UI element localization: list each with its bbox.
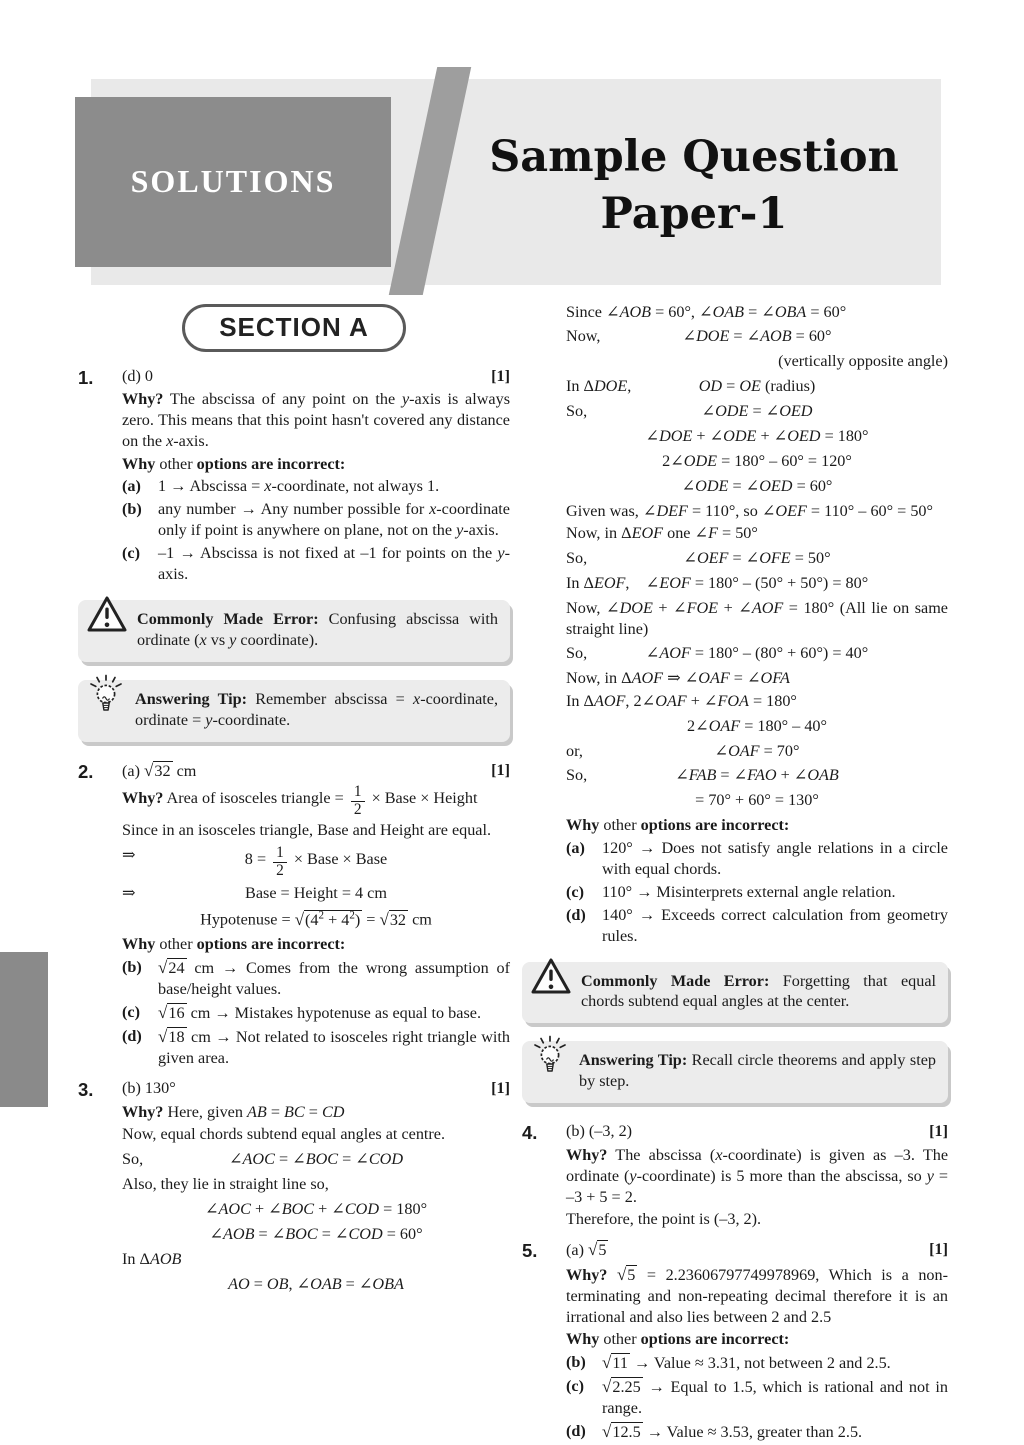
section-a-heading: SECTION A	[182, 304, 406, 352]
option-item	[522, 905, 948, 947]
option-text: –1 → Abscissa is not fixed at –1 for points on the y-axis.	[158, 544, 510, 584]
question-number: 3.	[78, 1078, 94, 1100]
equation-line: ∠ODE = ∠OED = 60°	[681, 476, 833, 495]
equation-label: So,	[566, 402, 588, 421]
solution-text: Now, in ΔAOF ⇒ ∠OAF = ∠OFA	[566, 669, 790, 688]
solution-text: Since ∠AOB = 60°, ∠OAB = ∠OBA = 60°	[566, 302, 847, 321]
question-heading	[522, 1239, 948, 1261]
solution-text: (vertically opposite angle)	[778, 352, 948, 371]
solution-text: Why? Area of isosceles triangle = $\frac{1}{2}$ × Base × Height	[122, 783, 478, 819]
solution-text: In ΔAOB	[122, 1249, 182, 1268]
option-label: (b)	[122, 500, 142, 519]
marks-label: [1]	[491, 760, 510, 779]
option-text: 110° → Misinterprets external angle relation.	[602, 882, 896, 901]
equation-label: In ΔDOE,	[566, 377, 632, 396]
equation-label: Now,	[566, 327, 601, 346]
option-item	[78, 1002, 510, 1024]
paper-title-line1: Sample Question	[489, 132, 899, 183]
equation-line: In ΔEOF, ∠EOF = 180° – (50° + 50°) = 80°	[566, 573, 869, 592]
equation-line: = 70° + 60° = 130°	[695, 791, 819, 810]
solution-text: Since in an isosceles triangle, Base and Height are equal.	[122, 821, 492, 840]
solution-text: Also, they lie in straight line so,	[122, 1175, 329, 1194]
option-label: (c)	[566, 882, 584, 901]
right-column	[522, 300, 948, 1445]
solutions-banner	[75, 97, 391, 267]
lightbulb-icon	[86, 673, 126, 721]
equation-line: ⇒ Base = Height = 4 cm	[122, 884, 387, 903]
equation-line: In ΔDOE, OD = OE (radius)	[566, 377, 816, 396]
option-text: 120° → Does not satisfy angle relations in a circle with equal chords.	[602, 839, 948, 878]
option-label: (a)	[566, 839, 585, 858]
solution-text: Why? The abscissa (x-coordinate) is given as –3. The ordinate (y-coordinate) is 5 more than the abscissa, so y = –3 + 5 = 2.	[566, 1146, 948, 1206]
answering-tip-box	[522, 1041, 948, 1103]
question-heading	[78, 1078, 510, 1099]
solution-text: Why? The abscissa of any point on the y-axis is always zero. This means that this point hasn't covered any distance on the x-axis.	[122, 390, 511, 451]
question-number: 1.	[78, 366, 94, 388]
equation-line: ∠AOB = ∠BOC = ∠COD = 60°	[209, 1224, 423, 1243]
option-label: (d)	[122, 1027, 142, 1046]
answer-text: (b) 130°	[122, 1078, 176, 1097]
question-number: 2.	[78, 760, 94, 782]
paper-title-line2: Paper-1	[600, 189, 788, 239]
paper-title	[447, 95, 941, 277]
question-heading	[78, 760, 510, 782]
option-label: (d)	[566, 905, 586, 924]
option-label: (a)	[122, 477, 141, 496]
solution-text: Why other options are incorrect:	[122, 454, 346, 473]
equation-line: Hypotenuse = $√(4^2 + 4^2) = √32$ cm	[200, 909, 432, 929]
solution-text: Given was, ∠DEF = 110°, so ∠OEF = 110° – 60° = 50°	[566, 501, 933, 520]
answer-text: (a) √32 cm	[122, 760, 197, 780]
equation-label: or,	[566, 741, 583, 760]
equation-line: ∠DOE + ∠ODE + ∠OED = 180°	[645, 426, 869, 445]
option-text: √16 cm → Mistakes hypotenuse as equal to base.	[158, 1003, 481, 1023]
option-text: √11 → Value ≈ 3.31, not between 2 and 2.5.	[602, 1353, 891, 1373]
solution-text: Why other options are incorrect:	[566, 816, 790, 835]
common-error-text: Commonly Made Error: Forgetting that equal chords subtend equal angles at the center.	[534, 971, 936, 1013]
left-column	[78, 300, 510, 1298]
solution-text: Now, in ΔEOF one ∠F = 50°	[566, 524, 758, 543]
marks-label: [1]	[929, 1240, 948, 1259]
option-item	[522, 838, 948, 880]
equation-line: 2∠ODE = 180° – 60° = 120°	[662, 451, 852, 470]
equation-line: So, ∠AOF = 180° – (80° + 60°) = 40°	[566, 644, 869, 663]
option-text: 1 → Abscissa = x-coordinate, not always 1.	[158, 477, 440, 496]
warning-triangle-icon	[86, 595, 128, 639]
equation-label: So,	[566, 644, 588, 663]
option-text: √24 cm → Comes from the wrong assumption of base/height values.	[158, 958, 510, 999]
option-item	[522, 1376, 948, 1419]
marks-label: [1]	[491, 366, 510, 385]
option-item	[78, 1026, 510, 1069]
answering-tip-text: Answering Tip: Recall circle theorems and apply step by step.	[534, 1050, 936, 1092]
common-error-text: Commonly Made Error: Confusing abscissa with ordinate (x vs y coordinate).	[90, 609, 498, 651]
equation-line: ∠AOC + ∠BOC + ∠COD = 180°	[204, 1199, 428, 1218]
option-label: (b)	[566, 1353, 586, 1372]
option-text: √2.25 → Equal to 1.5, which is rational and not in range.	[602, 1377, 948, 1417]
equation-label: So,	[566, 548, 588, 567]
solution-text: Now, equal chords subtend equal angles at centre.	[122, 1125, 446, 1144]
equation-line: So, ∠AOC = ∠BOC = ∠COD	[122, 1150, 404, 1169]
equation-line: So, ∠FAB = ∠FAO + ∠OAB	[566, 766, 839, 785]
option-item	[78, 476, 510, 497]
equation-label: ⇒	[122, 846, 136, 865]
solution-text: Why other options are incorrect:	[122, 935, 346, 954]
option-item	[78, 499, 510, 541]
equation-line: 2∠OAF = 180° – 40°	[687, 716, 827, 735]
common-error-box	[78, 600, 510, 662]
equation-label: So,	[566, 766, 588, 785]
solution-text: Why other options are incorrect:	[566, 1330, 790, 1349]
answer-text: (b) (–3, 2)	[566, 1122, 633, 1141]
option-text: any number → Any number possible for x-coordinate only if point is anywhere on plane, not on the y-axis.	[158, 500, 510, 540]
option-text: √18 cm → Not related to isosceles right triangle with given area.	[158, 1027, 510, 1068]
page-header	[75, 75, 941, 287]
equation-line: Now, ∠DOE = ∠AOB = 60°	[566, 327, 832, 346]
solution-text: Now, ∠DOE + ∠FOE + ∠AOF = 180° (All lie on same straight line)	[566, 598, 948, 638]
question-heading	[522, 1121, 948, 1142]
equation-line: or, ∠OAF = 70°	[566, 741, 800, 760]
option-item	[78, 957, 510, 1000]
section-heading-wrap	[78, 304, 510, 352]
common-error-box	[522, 962, 948, 1024]
option-label: (c)	[122, 544, 140, 563]
equation-label: So,	[122, 1150, 144, 1169]
warning-triangle-icon	[530, 957, 572, 1001]
option-item	[522, 882, 948, 903]
option-label: (d)	[566, 1421, 586, 1440]
option-label: (c)	[566, 1377, 584, 1396]
solution-text: In ΔAOF, 2∠OAF + ∠FOA = 180°	[566, 691, 797, 710]
marks-label: [1]	[929, 1122, 948, 1141]
solution-text: Why? Here, given AB = BC = CD	[122, 1102, 345, 1121]
option-item	[522, 1352, 948, 1374]
lightbulb-icon	[530, 1034, 570, 1082]
option-label: (b)	[122, 958, 142, 977]
equation-label: In ΔEOF,	[566, 573, 630, 592]
question-heading	[78, 366, 510, 387]
page-edge-tab	[0, 952, 48, 1107]
option-text: 140° → Exceeds correct calculation from geometry rules.	[602, 905, 948, 945]
equation-label: ⇒	[122, 884, 136, 903]
answer-text: (d) 0	[122, 366, 154, 385]
question-number: 5.	[522, 1240, 538, 1262]
marks-label: [1]	[491, 1078, 510, 1097]
option-item	[78, 543, 510, 585]
answering-tip-box	[78, 680, 510, 742]
solutions-label: SOLUTIONS	[130, 163, 336, 200]
solution-text: Therefore, the point is (–3, 2).	[566, 1210, 762, 1229]
question-number: 4.	[522, 1122, 538, 1144]
equation-line: So, ∠OEF = ∠OFE = 50°	[566, 548, 831, 567]
option-label: (c)	[122, 1003, 140, 1022]
solution-text: Why? √5 = 2.23606797749978969, Which is a non-terminating and non-repeating decimal therefore it is an irrational and also lies between 2 and 2.5	[566, 1265, 949, 1326]
equation-line: ⇒ 8 = $\frac{1}{2}$ × Base × Base	[122, 844, 388, 879]
option-text: √12.5 → Value ≈ 3.53, greater than 2.5.	[602, 1421, 863, 1441]
answering-tip-text: Answering Tip: Remember abscissa = x-coordinate, ordinate = y-coordinate.	[90, 689, 498, 731]
answer-text: (a) √5	[566, 1240, 607, 1260]
equation-line: AO = OB, ∠OAB = ∠OBA	[228, 1274, 404, 1293]
equation-line: So, ∠ODE = ∠OED	[566, 402, 813, 421]
